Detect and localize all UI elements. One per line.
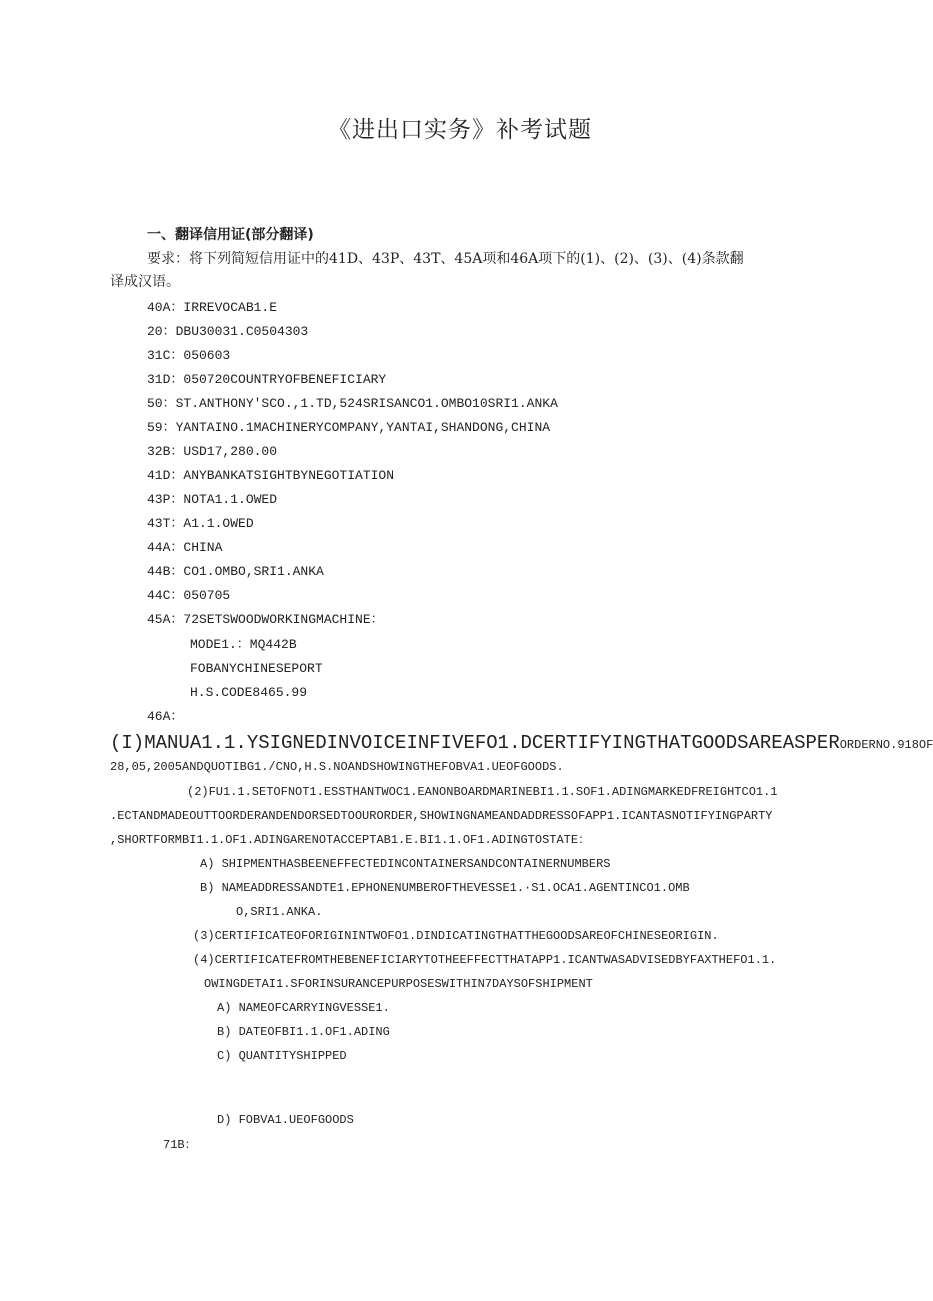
section-heading: 一、翻译信用证(部分翻译)	[147, 227, 314, 243]
field-44a: 44A：CHINA	[147, 540, 223, 555]
clause-1-line-2: 28,05,2005ANDQUOTIBG1./CNO,H.S.NOANDSHOWINGTHEFOBVA1.UEOFGOODS.	[110, 760, 564, 774]
clause-2-item-a: A) SHIPMENTHASBEENEFFECTEDINCONTAINERSANDCONTAINERNUMBERS	[200, 857, 611, 871]
field-59: 59：YANTAINO.1MACHINERYCOMPANY,YANTAI,SHANDONG,CHINA	[147, 420, 551, 435]
clause-4-item-b: B) DATEOFBI1.1.OF1.ADING	[217, 1025, 390, 1039]
clause-4-line-1: (4)CERTIFICATEFROMTHEBENEFICIARYTOTHEEFFECTTHATAPP1.ICANTWASADVISEDBYFAXTHEFO1.1.	[193, 953, 777, 967]
clause-2-item-b-cont: O,SRI1.ANKA.	[236, 905, 323, 919]
field-43t: 43T：A1.1.OWED	[147, 516, 254, 531]
clause-3: (3)CERTIFICATEOFORIGININTWOFO1.DINDICATINGTHATTHEGOODSAREOFCHINESEORIGIN.	[193, 929, 719, 943]
field-41d: 41D：ANYBANKATSIGHTBYNEGOTIATION	[147, 468, 395, 483]
field-44b: 44B：CO1.OMBO,SRI1.ANKA	[147, 564, 324, 579]
field-31c: 31C：050603	[147, 348, 231, 363]
field-45a: 45A：72SETSWOODWORKINGMACHINE：	[147, 612, 384, 627]
field-45a-hs: H.S.CODE8465.99	[190, 685, 308, 700]
field-71b: 71B：	[163, 1138, 197, 1152]
field-45a-fob: FOBANYCHINESEPORT	[190, 661, 323, 676]
field-44c: 44C：050705	[147, 588, 231, 603]
clause-2-line-2: .ECTANDMADEOUTTOORDERANDENDORSEDTOOURORDER,SHOWINGNAMEANDADDRESSOFAPP1.ICANTASNOTIFYINGPARTY	[110, 809, 773, 823]
field-20: 20：DBU30031.C0504303	[147, 324, 309, 339]
field-32b: 32B：USD17,280.00	[147, 444, 278, 459]
field-40a: 40A：IRREVOCAB1.E	[147, 300, 278, 315]
clause-4-item-d: D) FOBVA1.UEOFGOODS	[217, 1113, 354, 1127]
clause-1-large-text: (I)MANUA1.1.YSIGNEDINVOICEINFIVEFO1.DCERTIFYINGTHATGOODSAREASPER	[110, 732, 840, 754]
requirement-line-1: 要求：将下列简短信用证中的41D、43P、43T、45A项和46A项下的(1)、(2)、(3)、(4)条款翻	[147, 251, 744, 267]
field-43p: 43P：NOTA1.1.OWED	[147, 492, 278, 507]
field-50: 50：ST.ANTHONY'SCO.,1.TD,524SRISANCO1.OMBO10SRI1.ANKA	[147, 396, 558, 411]
field-31d: 31D：050720COUNTRYOFBENEFICIARY	[147, 372, 387, 387]
clause-4-item-c: C) QUANTITYSHIPPED	[217, 1049, 347, 1063]
clause-2-item-b: B) NAMEADDRESSANDTE1.EPHONENUMBEROFTHEVESSE1.·S1.OCA1.AGENTINCO1.OMB	[200, 881, 690, 895]
clause-4-line-2: OWINGDETAI1.SFORINSURANCEPURPOSESWITHIN7DAYSOFSHIPMENT	[204, 977, 593, 991]
clause-2-line-1: (2)FU1.1.SETOFNOT1.ESSTHANTWOC1.EANONBOARDMARINEBI1.1.SOF1.ADINGMARKEDFREIGHTCO1.1	[187, 785, 778, 799]
field-45a-model: MODE1.：MQ442B	[190, 637, 297, 652]
clause-4-item-a: A) NAMEOFCARRYINGVESSE1.	[217, 1001, 390, 1015]
clause-1-small-text: ORDERNO.918OF	[839, 738, 933, 752]
clause-1-line-1	[110, 731, 933, 755]
page-title: 《进出口实务》补考试题	[328, 117, 592, 143]
field-46a: 46A：	[147, 709, 184, 724]
requirement-line-2: 译成汉语。	[110, 274, 180, 290]
clause-2-line-3: ,SHORTFORMBI1.1.OF1.ADINGARENOTACCEPTAB1.E.BI1.1.OF1.ADINGTOSTATE：	[110, 833, 591, 847]
